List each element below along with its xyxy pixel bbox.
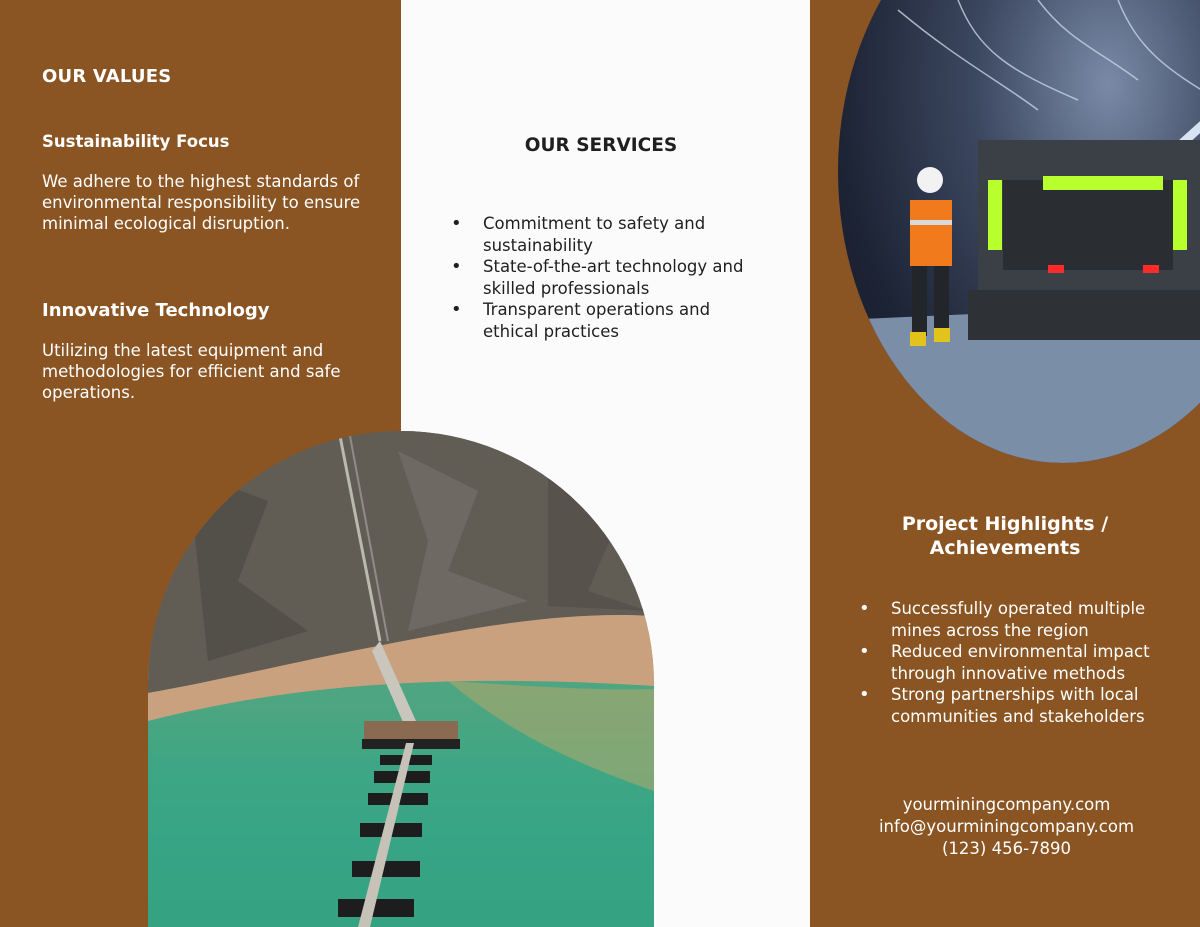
lake-pipeline-photo — [148, 431, 654, 927]
contact-email: info@yourminingcompany.com — [878, 817, 1135, 836]
mine-tunnel-worker-photo — [838, 0, 1200, 463]
values-title: OUR VALUES — [42, 66, 172, 87]
list-item: • Reduced environmental impact through innovative methods — [859, 641, 1194, 684]
value-text-sustainability: We adhere to the highest standards of environmental responsibility to ensure minimal ecological disruption. — [42, 172, 361, 233]
highlights-title-text: Project Highlights / Achievements — [901, 513, 1109, 559]
highlights-list — [859, 598, 1194, 727]
value-text-technology: Utilizing the latest equipment and methodologies for efficient and safe operations. — [42, 341, 341, 402]
contact-website: yourminingcompany.com — [902, 795, 1111, 814]
value-heading-sustainability: Sustainability Focus — [42, 132, 230, 151]
contact-phone: (123) 456-7890 — [941, 839, 1072, 858]
list-item: • Successfully operated multiple mines across the region — [859, 598, 1194, 641]
list-item: • Strong partnerships with local communities and stakeholders — [859, 684, 1194, 727]
list-item: • Transparent operations and ethical practices — [451, 299, 751, 342]
services-title: OUR SERVICES — [524, 135, 678, 156]
highlights-title — [810, 512, 1200, 560]
list-item: • State-of-the-art technology and skilled professionals — [451, 256, 751, 299]
value-heading-technology: Innovative Technology — [42, 300, 270, 321]
contact-block — [810, 794, 1200, 860]
services-list — [451, 213, 751, 342]
list-item: • Commitment to safety and sustainability — [451, 213, 751, 256]
